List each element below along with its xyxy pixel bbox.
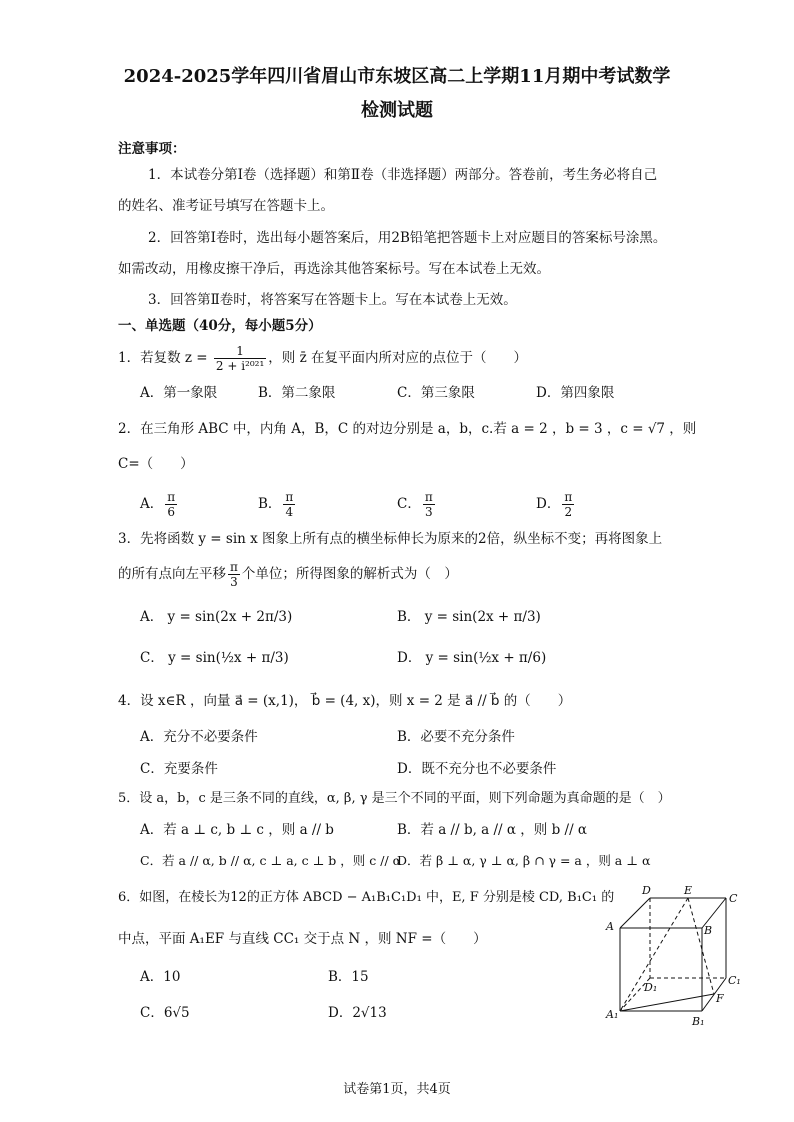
q2-c-label: C．	[397, 496, 421, 512]
label-c1: C₁	[728, 974, 741, 987]
label-d: D	[642, 884, 651, 897]
q4-option-c[interactable]: C．充要条件	[140, 761, 218, 777]
q1-option-a[interactable]: A．第一象限	[140, 385, 218, 401]
label-a: A	[606, 920, 614, 933]
q1-frac-num: 1	[214, 344, 266, 359]
section-heading: 一、单选题（40分，每小题5分）	[118, 318, 322, 334]
question-3-line2	[118, 560, 458, 589]
question-3-line1: 3．先将函数 y = sin x 图象上所有点的横坐标伸长为原来的2倍，纵坐标不变；再将图象上	[118, 531, 663, 547]
segment-ea1-hidden	[620, 898, 688, 1011]
q3-shift-den: 3	[230, 575, 238, 589]
notice-item2-line2: 如需改动，用橡皮擦干净后，再选涂其他答案标号。写在本试卷上无效。	[118, 261, 550, 277]
label-d1: D₁	[644, 981, 658, 994]
q1-pre: 1．若复数 z =	[118, 350, 212, 366]
q2-b-den: 4	[285, 505, 294, 519]
q2-d-den: 2	[564, 505, 573, 519]
label-f: F	[716, 992, 724, 1005]
q2-a-label: A．	[140, 496, 164, 512]
q2-b-num: π	[285, 490, 294, 504]
q6-option-a[interactable]: A．10	[140, 969, 181, 985]
q6-option-b[interactable]: B．15	[328, 969, 369, 985]
q2-d-frac	[562, 490, 574, 519]
q5-option-c[interactable]: C．若 a // α, b // α, c ⊥ a, c ⊥ b ，则 c // α	[140, 853, 402, 868]
question-2-line1: 2．在三角形 ABC 中，内角 A，B，C 的对边分别是 a，b，c.若 a = 2 ，b = 3 ，c = √7 ，则	[118, 421, 697, 437]
q2-b-frac	[283, 490, 295, 519]
q2-b-label: B．	[258, 496, 282, 512]
q3-option-c[interactable]: C． y = sin(½x + π/3)	[140, 650, 289, 666]
q3-shift-frac	[228, 560, 240, 589]
q2-d-label: D．	[536, 496, 561, 512]
question-1-stem	[118, 344, 527, 373]
label-b1: B₁	[692, 1015, 705, 1028]
q1-option-d[interactable]: D．第四象限	[536, 385, 615, 401]
segment-ef-hidden	[688, 898, 714, 994]
q5-option-d[interactable]: D．若 β ⊥ α, γ ⊥ α, β ∩ γ = a ，则 a ⊥ α	[397, 853, 651, 868]
q2-option-b[interactable]	[258, 490, 297, 519]
q2-a-num: π	[167, 490, 176, 504]
q4-option-a[interactable]: A．充分不必要条件	[140, 729, 258, 745]
q4-option-b[interactable]: B．必要不充分条件	[397, 729, 515, 745]
q4-option-d[interactable]: D．既不充分也不必要条件	[397, 761, 557, 777]
q3-option-a[interactable]: A． y = sin(2x + 2π/3)	[140, 609, 293, 625]
question-2-line2: C=（ ）	[118, 456, 194, 472]
q5-option-a[interactable]: A．若 a ⊥ c, b ⊥ c ，则 a // b	[140, 822, 334, 838]
cube-figure	[598, 878, 748, 1028]
q2-option-d[interactable]	[536, 490, 576, 519]
q3-line2-pre: 的所有点向左平移	[118, 566, 226, 582]
q1-frac-den: 2 + i²⁰²¹	[215, 359, 265, 373]
q6-option-c[interactable]: C．6√5	[140, 1005, 190, 1021]
label-e: E	[684, 884, 693, 897]
label-b: B	[704, 924, 713, 937]
q5-option-b[interactable]: B．若 a // b, a // α ，则 b // α	[397, 822, 588, 838]
q1-option-b[interactable]: B．第二象限	[258, 385, 336, 401]
q3-option-d[interactable]: D． y = sin(½x + π/6)	[397, 650, 547, 666]
question-6-line1: 6．如图，在棱长为12的正方体 ABCD − A₁B₁C₁D₁ 中，E, F 分别是棱 CD, B₁C₁ 的	[118, 890, 615, 905]
q1-post: ，则 z̄ 在复平面内所对应的点位于（ ）	[268, 350, 527, 366]
notice-item1-line2: 的姓名、准考证号填写在答题卡上。	[118, 198, 334, 214]
question-5-stem: 5．设 a，b，c 是三条不同的直线，α, β, γ 是三个不同的平面，则下列命题为真命题的是（ ）	[118, 791, 671, 806]
exam-title-line1: 2024-2025学年四川省眉山市东坡区高二上学期11月期中考试数学	[123, 66, 671, 87]
q2-a-frac	[165, 490, 177, 519]
label-a1: A₁	[606, 1008, 619, 1021]
q1-option-c[interactable]: C．第三象限	[397, 385, 475, 401]
label-c: C	[729, 892, 738, 905]
segment-a1f	[620, 994, 714, 1011]
q2-c-num: π	[424, 490, 433, 504]
edge-ad	[620, 898, 650, 928]
q2-d-num: π	[564, 490, 573, 504]
q2-a-den: 6	[167, 505, 176, 519]
q3-shift-num: π	[230, 560, 238, 574]
q2-c-frac	[423, 490, 435, 519]
q2-c-den: 3	[424, 505, 433, 519]
q2-option-a[interactable]	[140, 490, 179, 519]
question-6-line2: 中点，平面 A₁EF 与直线 CC₁ 交于点 N ，则 NF =（ ）	[118, 931, 487, 947]
exam-title-line2: 检测试题	[361, 100, 433, 121]
q3-option-b[interactable]: B． y = sin(2x + π/3)	[397, 609, 541, 625]
page-footer: 试卷第1页，共4页	[343, 1082, 451, 1097]
q3-line2-post: 个单位；所得图象的解析式为（ ）	[241, 566, 458, 582]
q2-option-c[interactable]	[397, 490, 437, 519]
notice-heading: 注意事项：	[118, 141, 186, 157]
notice-item1-line1: 1．本试卷分第Ⅰ卷（选择题）和第Ⅱ卷（非选择题）两部分。答卷前，考生务必将自己	[148, 167, 658, 183]
q6-option-d[interactable]: D．2√13	[328, 1005, 387, 1021]
notice-item2-line1: 2．回答第Ⅰ卷时，选出每小题答案后，用2B铅笔把答题卡上对应题目的答案标号涂黑。	[148, 230, 667, 246]
notice-item3: 3．回答第Ⅱ卷时，将答案写在答题卡上。写在本试卷上无效。	[148, 292, 517, 308]
q1-fraction	[214, 344, 266, 373]
question-4-stem: 4．设 x∈R ，向量 a⃗ = (x,1)， b⃗ = (4, x)，则 x = 2 是 a⃗ // b⃗ 的（ ）	[118, 693, 572, 709]
